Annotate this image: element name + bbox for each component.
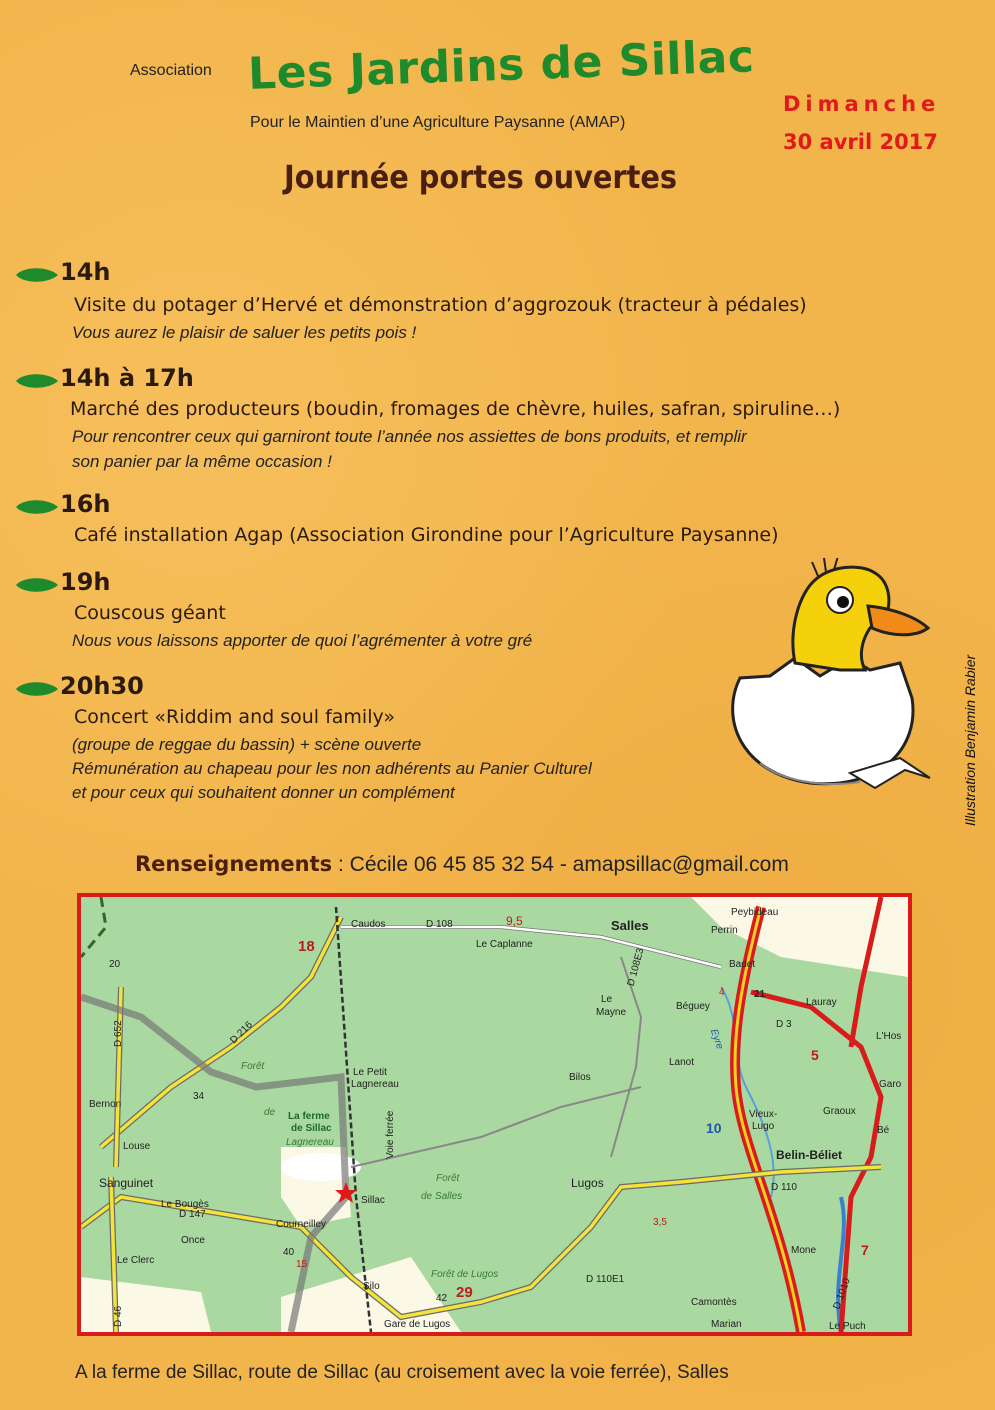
svg-text:Louse: Louse bbox=[123, 1141, 151, 1152]
svg-text:D 3: D 3 bbox=[776, 1019, 792, 1030]
contact-text[interactable]: : Cécile 06 45 85 32 54 - amapsillac@gmail.com bbox=[332, 853, 789, 876]
svg-text:La ferme: La ferme bbox=[288, 1111, 330, 1122]
svg-text:5: 5 bbox=[811, 1047, 819, 1063]
schedule-item bbox=[14, 364, 914, 478]
svg-text:Caudos: Caudos bbox=[351, 919, 386, 930]
address-footer: A la ferme de Sillac, route de Sillac (au croisement avec la voie ferrée), Salles bbox=[75, 1362, 729, 1383]
schedule-item bbox=[14, 258, 914, 352]
event-headline: Journée portes ouvertes bbox=[284, 158, 678, 196]
svg-text:Bé: Bé bbox=[877, 1125, 890, 1136]
map-drawing bbox=[81, 897, 908, 1332]
svg-text:Gare de Lugos: Gare de Lugos bbox=[384, 1319, 451, 1330]
schedule-time: 14h à 17h bbox=[60, 364, 194, 392]
svg-text:D 1010: D 1010 bbox=[831, 1276, 853, 1311]
svg-text:D 110: D 110 bbox=[771, 1182, 797, 1193]
contact-info bbox=[135, 852, 789, 877]
svg-text:Mone: Mone bbox=[791, 1245, 817, 1256]
leaf-icon bbox=[14, 372, 60, 390]
svg-text:Graoux: Graoux bbox=[823, 1106, 856, 1117]
svg-text:40: 40 bbox=[283, 1247, 295, 1258]
svg-text:D 46: D 46 bbox=[113, 1305, 124, 1327]
svg-text:Lauray: Lauray bbox=[806, 997, 837, 1008]
svg-text:D 108: D 108 bbox=[426, 919, 453, 930]
schedule-time: 20h30 bbox=[60, 672, 144, 700]
svg-text:L'Hos: L'Hos bbox=[876, 1031, 902, 1042]
subtitle: Pour le Maintien d’une Agriculture Paysanne (AMAP) bbox=[250, 114, 626, 131]
schedule-title: Visite du potager d’Hervé et démonstration d’aggrozouk (tracteur à pédales) bbox=[74, 294, 807, 316]
schedule-desc: Rémunération au chapeau pour les non adhérents au Panier Culturel bbox=[72, 759, 592, 778]
svg-text:Sanguinet: Sanguinet bbox=[99, 1176, 154, 1190]
svg-text:D 652: D 652 bbox=[113, 1020, 124, 1047]
svg-text:Garo: Garo bbox=[879, 1079, 902, 1090]
date-day: Dimanche bbox=[783, 92, 941, 116]
schedule-time: 16h bbox=[60, 490, 111, 518]
svg-text:Voie ferrée: Voie ferrée bbox=[385, 1110, 396, 1159]
svg-text:Le Puch: Le Puch bbox=[829, 1321, 866, 1332]
schedule-title: Marché des producteurs (boudin, fromages de chèvre, huiles, safran, spiruline…) bbox=[70, 398, 841, 420]
schedule-title: Couscous géant bbox=[74, 602, 226, 624]
svg-text:D 108E3: D 108E3 bbox=[625, 946, 647, 988]
schedule-desc: Pour rencontrer ceux qui garniront toute l’année nos assiettes de bons produits, et remplir bbox=[72, 427, 747, 446]
svg-text:Once: Once bbox=[181, 1235, 205, 1246]
leaf-icon bbox=[14, 680, 60, 698]
svg-text:Le: Le bbox=[601, 994, 613, 1005]
svg-text:Eyre: Eyre bbox=[707, 1027, 726, 1051]
svg-text:D 216: D 216 bbox=[228, 1019, 255, 1047]
svg-text:Badet: Badet bbox=[729, 959, 756, 970]
svg-text:de Sillac: de Sillac bbox=[291, 1123, 332, 1134]
svg-text:15: 15 bbox=[296, 1259, 308, 1270]
svg-text:Bernon: Bernon bbox=[89, 1099, 122, 1110]
schedule-title: Concert «Riddim and soul family» bbox=[74, 706, 396, 728]
leaf-icon bbox=[14, 576, 60, 594]
schedule-desc: Nous vous laissons apporter de quoi l’agrémenter à votre gré bbox=[72, 631, 533, 650]
svg-text:Lanot: Lanot bbox=[669, 1057, 695, 1068]
schedule-title: Café installation Agap (Association Girondine pour l’Agriculture Paysanne) bbox=[74, 524, 779, 546]
svg-text:29: 29 bbox=[456, 1284, 473, 1301]
svg-text:Lugos: Lugos bbox=[571, 1176, 604, 1190]
svg-text:Béguey: Béguey bbox=[676, 1001, 710, 1012]
svg-text:de Salles: de Salles bbox=[421, 1191, 463, 1202]
date-full: 30 avril 2017 bbox=[783, 130, 938, 154]
svg-text:10: 10 bbox=[706, 1120, 722, 1136]
svg-text:Mayne: Mayne bbox=[596, 1007, 627, 1018]
schedule-desc: Vous aurez le plaisir de saluer les petits pois ! bbox=[72, 323, 417, 342]
schedule-desc: et pour ceux qui souhaitent donner un complément bbox=[72, 783, 455, 802]
duckling-illustration bbox=[700, 558, 960, 798]
svg-text:Silo: Silo bbox=[363, 1281, 380, 1292]
svg-text:Lugo: Lugo bbox=[752, 1121, 775, 1132]
svg-text:20: 20 bbox=[109, 959, 121, 970]
svg-text:Le Petit: Le Petit bbox=[353, 1067, 387, 1078]
svg-text:Forêt: Forêt bbox=[436, 1173, 460, 1184]
schedule-item bbox=[14, 490, 914, 554]
svg-text:Belin-Béliet: Belin-Béliet bbox=[776, 1148, 843, 1162]
svg-text:Lagnereau: Lagnereau bbox=[286, 1137, 334, 1148]
svg-text:Courneilley: Courneilley bbox=[276, 1219, 327, 1230]
svg-text:21: 21 bbox=[754, 989, 766, 1000]
svg-text:Peybideau: Peybideau bbox=[731, 907, 779, 918]
illustration-credit: Illustration Benjamin Rabier bbox=[962, 654, 978, 826]
svg-text:Le Bougès: Le Bougès bbox=[161, 1199, 209, 1210]
leaf-icon bbox=[14, 498, 60, 516]
svg-text:7: 7 bbox=[861, 1242, 869, 1258]
schedule-time: 19h bbox=[60, 568, 111, 596]
contact-label: Renseignements bbox=[135, 852, 333, 876]
svg-text:42: 42 bbox=[436, 1293, 448, 1304]
location-map[interactable] bbox=[77, 893, 912, 1336]
svg-text:D 147: D 147 bbox=[179, 1209, 206, 1220]
svg-text:Vieux-: Vieux- bbox=[749, 1109, 778, 1120]
svg-text:Forêt: Forêt bbox=[241, 1061, 265, 1072]
svg-text:Le Clerc: Le Clerc bbox=[117, 1255, 155, 1266]
svg-text:4: 4 bbox=[719, 987, 725, 998]
svg-text:Perrin: Perrin bbox=[711, 925, 738, 936]
svg-text:Lagnereau: Lagnereau bbox=[351, 1079, 399, 1090]
svg-text:3,5: 3,5 bbox=[653, 1217, 667, 1228]
association-label: Association bbox=[130, 62, 212, 79]
svg-text:Salles: Salles bbox=[611, 918, 649, 933]
svg-text:Le Caplanne: Le Caplanne bbox=[476, 939, 533, 950]
leaf-icon bbox=[14, 266, 60, 284]
svg-text:9,5: 9,5 bbox=[506, 914, 523, 928]
schedule-desc: son panier par la même occasion ! bbox=[72, 452, 332, 471]
svg-text:de: de bbox=[264, 1107, 276, 1118]
svg-text:Bilos: Bilos bbox=[569, 1072, 591, 1083]
svg-text:D 110E1: D 110E1 bbox=[586, 1274, 625, 1285]
svg-text:34: 34 bbox=[193, 1091, 205, 1102]
schedule-desc: (groupe de reggae du bassin) + scène ouverte bbox=[72, 735, 422, 754]
svg-text:18: 18 bbox=[298, 938, 315, 955]
svg-text:Forêt de Lugos: Forêt de Lugos bbox=[431, 1269, 499, 1280]
svg-text:Sillac: Sillac bbox=[361, 1195, 385, 1206]
schedule-time: 14h bbox=[60, 258, 111, 286]
svg-text:Camontès: Camontès bbox=[691, 1297, 737, 1308]
svg-text:Marian: Marian bbox=[711, 1319, 742, 1330]
brand-title: Les Jardins de Sillac bbox=[247, 31, 756, 100]
